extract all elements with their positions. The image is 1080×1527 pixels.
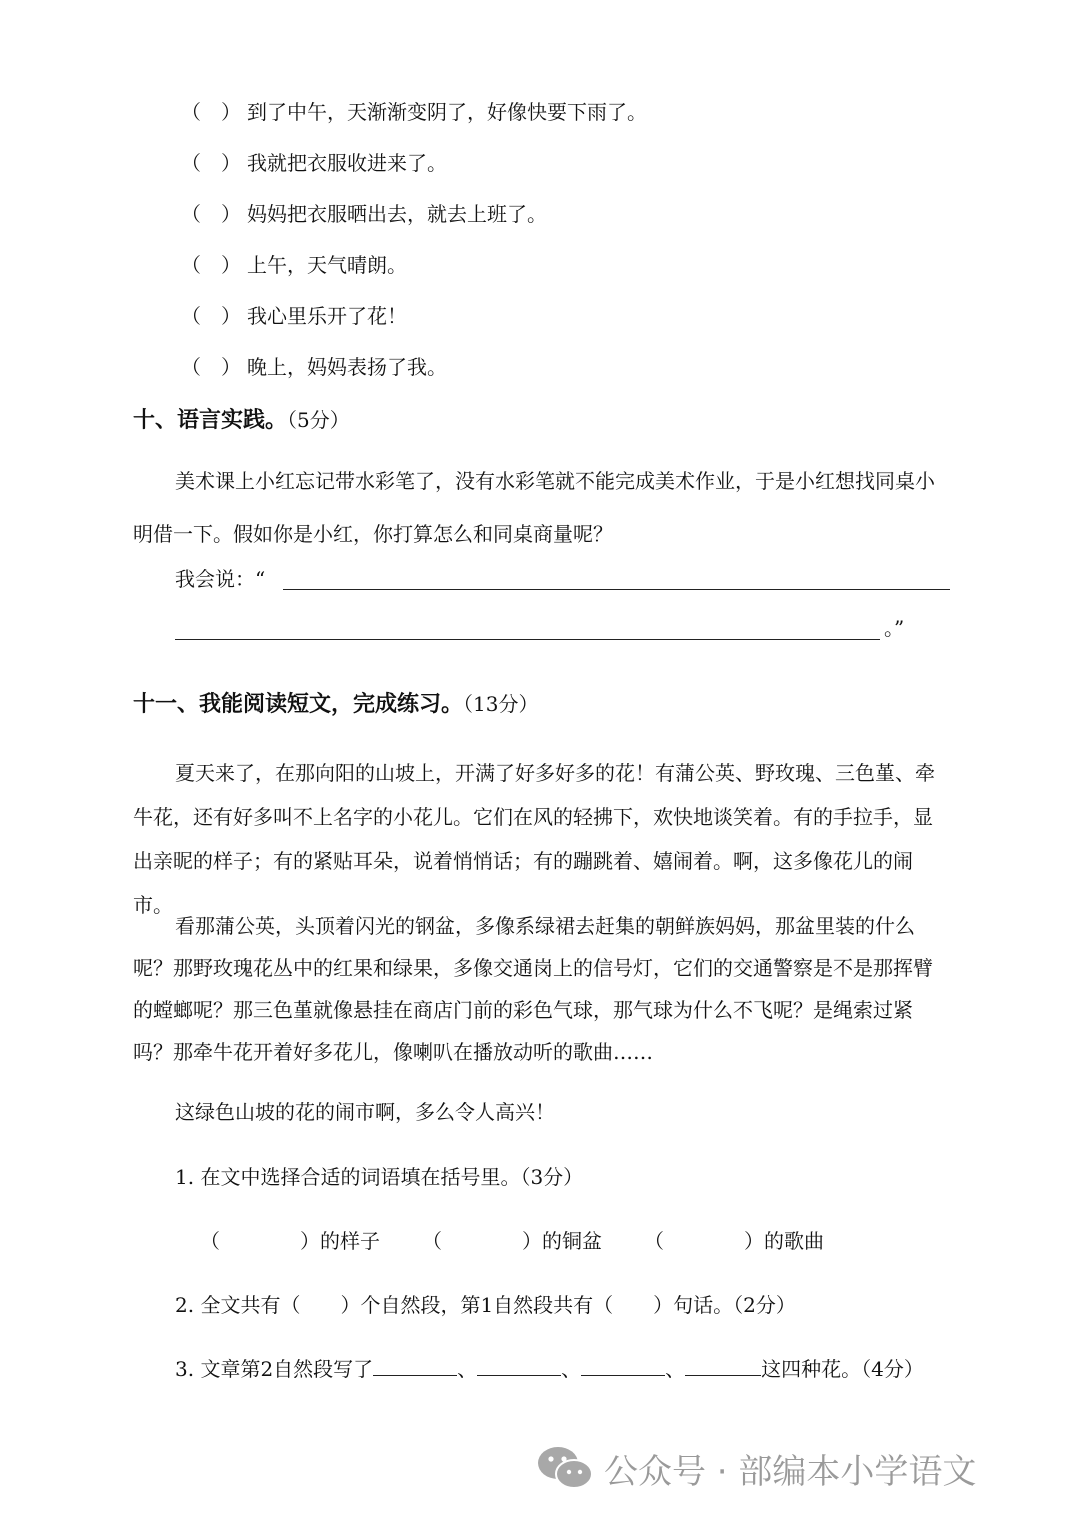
fill-blank-item[interactable]: （ ）的歌曲	[644, 1229, 824, 1253]
passage-paragraph-2	[133, 905, 951, 1073]
watermark-text: 公众号 · 部编本小学语文	[604, 1451, 977, 1492]
flower-blank-3[interactable]	[581, 1357, 665, 1376]
ordering-text: 我就把衣服收进来了。	[247, 151, 447, 175]
separator: 、	[457, 1357, 478, 1381]
answer-paren[interactable]: （ ）	[181, 304, 241, 328]
question-1: 1. 在文中选择合适的词语填在括号里。（3分）	[175, 1165, 584, 1189]
ordering-text: 晚上，妈妈表扬了我。	[247, 355, 447, 379]
flower-blank-1[interactable]	[373, 1357, 457, 1376]
fill-blank-item[interactable]: （ ）的样子	[200, 1229, 380, 1253]
paragraph-text: 夏天来了，在那向阳的山坡上，开满了好多好多的花！有蒲公英、野玫瑰、三色堇、牵牛花，还有好多叫不上名字的小花儿。它们在风的轻拂下，欢快地谈笑着。有的手拉手，显出亲昵的样子；有的紧贴耳朵，说着悄悄话；有的蹦跳着、嬉闹着。啊，这多像花儿的闹市。	[133, 761, 935, 917]
ordering-item	[181, 149, 447, 177]
separator: 、	[665, 1357, 686, 1381]
section-title: 十一、我能阅读短文，完成练习。	[133, 692, 464, 717]
question-3-prefix: 3. 文章第2自然段写了	[175, 1357, 374, 1381]
answer-line-1[interactable]	[283, 588, 950, 590]
fill-blank-item[interactable]: （ ）的铜盆	[422, 1229, 602, 1253]
ordering-text: 我心里乐开了花！	[247, 304, 407, 328]
prompt-text: 美术课上小红忘记带水彩笔了，没有水彩笔就不能完成美术作业，于是小红想找同桌小明借一下。假如你是小红，你打算怎么和同桌商量呢？	[133, 469, 935, 546]
answer-paren[interactable]: （ ）	[181, 355, 241, 379]
ordering-item	[181, 98, 647, 126]
ordering-item	[181, 302, 407, 330]
watermark	[536, 1440, 976, 1496]
section-title: 十、语言实践。	[133, 408, 288, 433]
flower-blank-2[interactable]	[477, 1357, 561, 1376]
paragraph-text: 看那蒲公英，头顶着闪光的钢盆，多像系绿裙去赶集的朝鲜族妈妈，那盆里装的什么呢？那野玫瑰花丛中的红果和绿果，多像交通岗上的信号灯，它们的交通警察是不是那挥臂的螳螂呢？那三色堇就像悬挂在商店门前的彩色气球，那气球为什么不飞呢？是绳索过紧吗？那牵牛花开着好多花儿，像喇叭在播放动听的歌曲……	[133, 914, 933, 1064]
answer-paren[interactable]: （ ）	[181, 100, 241, 124]
ordering-item	[181, 353, 447, 381]
question-2: 2. 全文共有（ ）个自然段，第1自然段共有（ ）句话。（2分）	[175, 1293, 796, 1317]
section-11-heading	[133, 690, 538, 719]
answer-end: 。”	[884, 616, 905, 640]
answer-paren[interactable]: （ ）	[181, 253, 241, 277]
answer-label: 我会说：“	[175, 567, 266, 591]
section-10-prompt	[133, 455, 951, 561]
ordering-item	[181, 200, 547, 228]
ordering-text: 上午，天气晴朗。	[247, 253, 407, 277]
question-1-blanks	[200, 1227, 824, 1255]
question-3-suffix: 这四种花。（4分）	[761, 1357, 924, 1381]
flower-blank-4[interactable]	[685, 1357, 761, 1376]
section-score: （13分）	[463, 692, 539, 716]
ordering-text: 妈妈把衣服晒出去，就去上班了。	[247, 202, 547, 226]
wechat-icon	[536, 1443, 594, 1493]
passage-paragraph-3: 这绿色山坡的花的闹市啊，多么令人高兴！	[175, 1100, 555, 1124]
ordering-item	[181, 251, 407, 279]
question-3	[175, 1355, 924, 1383]
section-score: （5分）	[287, 408, 350, 432]
passage-paragraph-1	[133, 751, 951, 927]
section-10-heading	[133, 406, 350, 435]
answer-paren[interactable]: （ ）	[181, 202, 241, 226]
ordering-text: 到了中午，天渐渐变阴了，好像快要下雨了。	[247, 100, 647, 124]
answer-line-2[interactable]	[175, 638, 880, 640]
separator: 、	[561, 1357, 582, 1381]
answer-paren[interactable]: （ ）	[181, 151, 241, 175]
